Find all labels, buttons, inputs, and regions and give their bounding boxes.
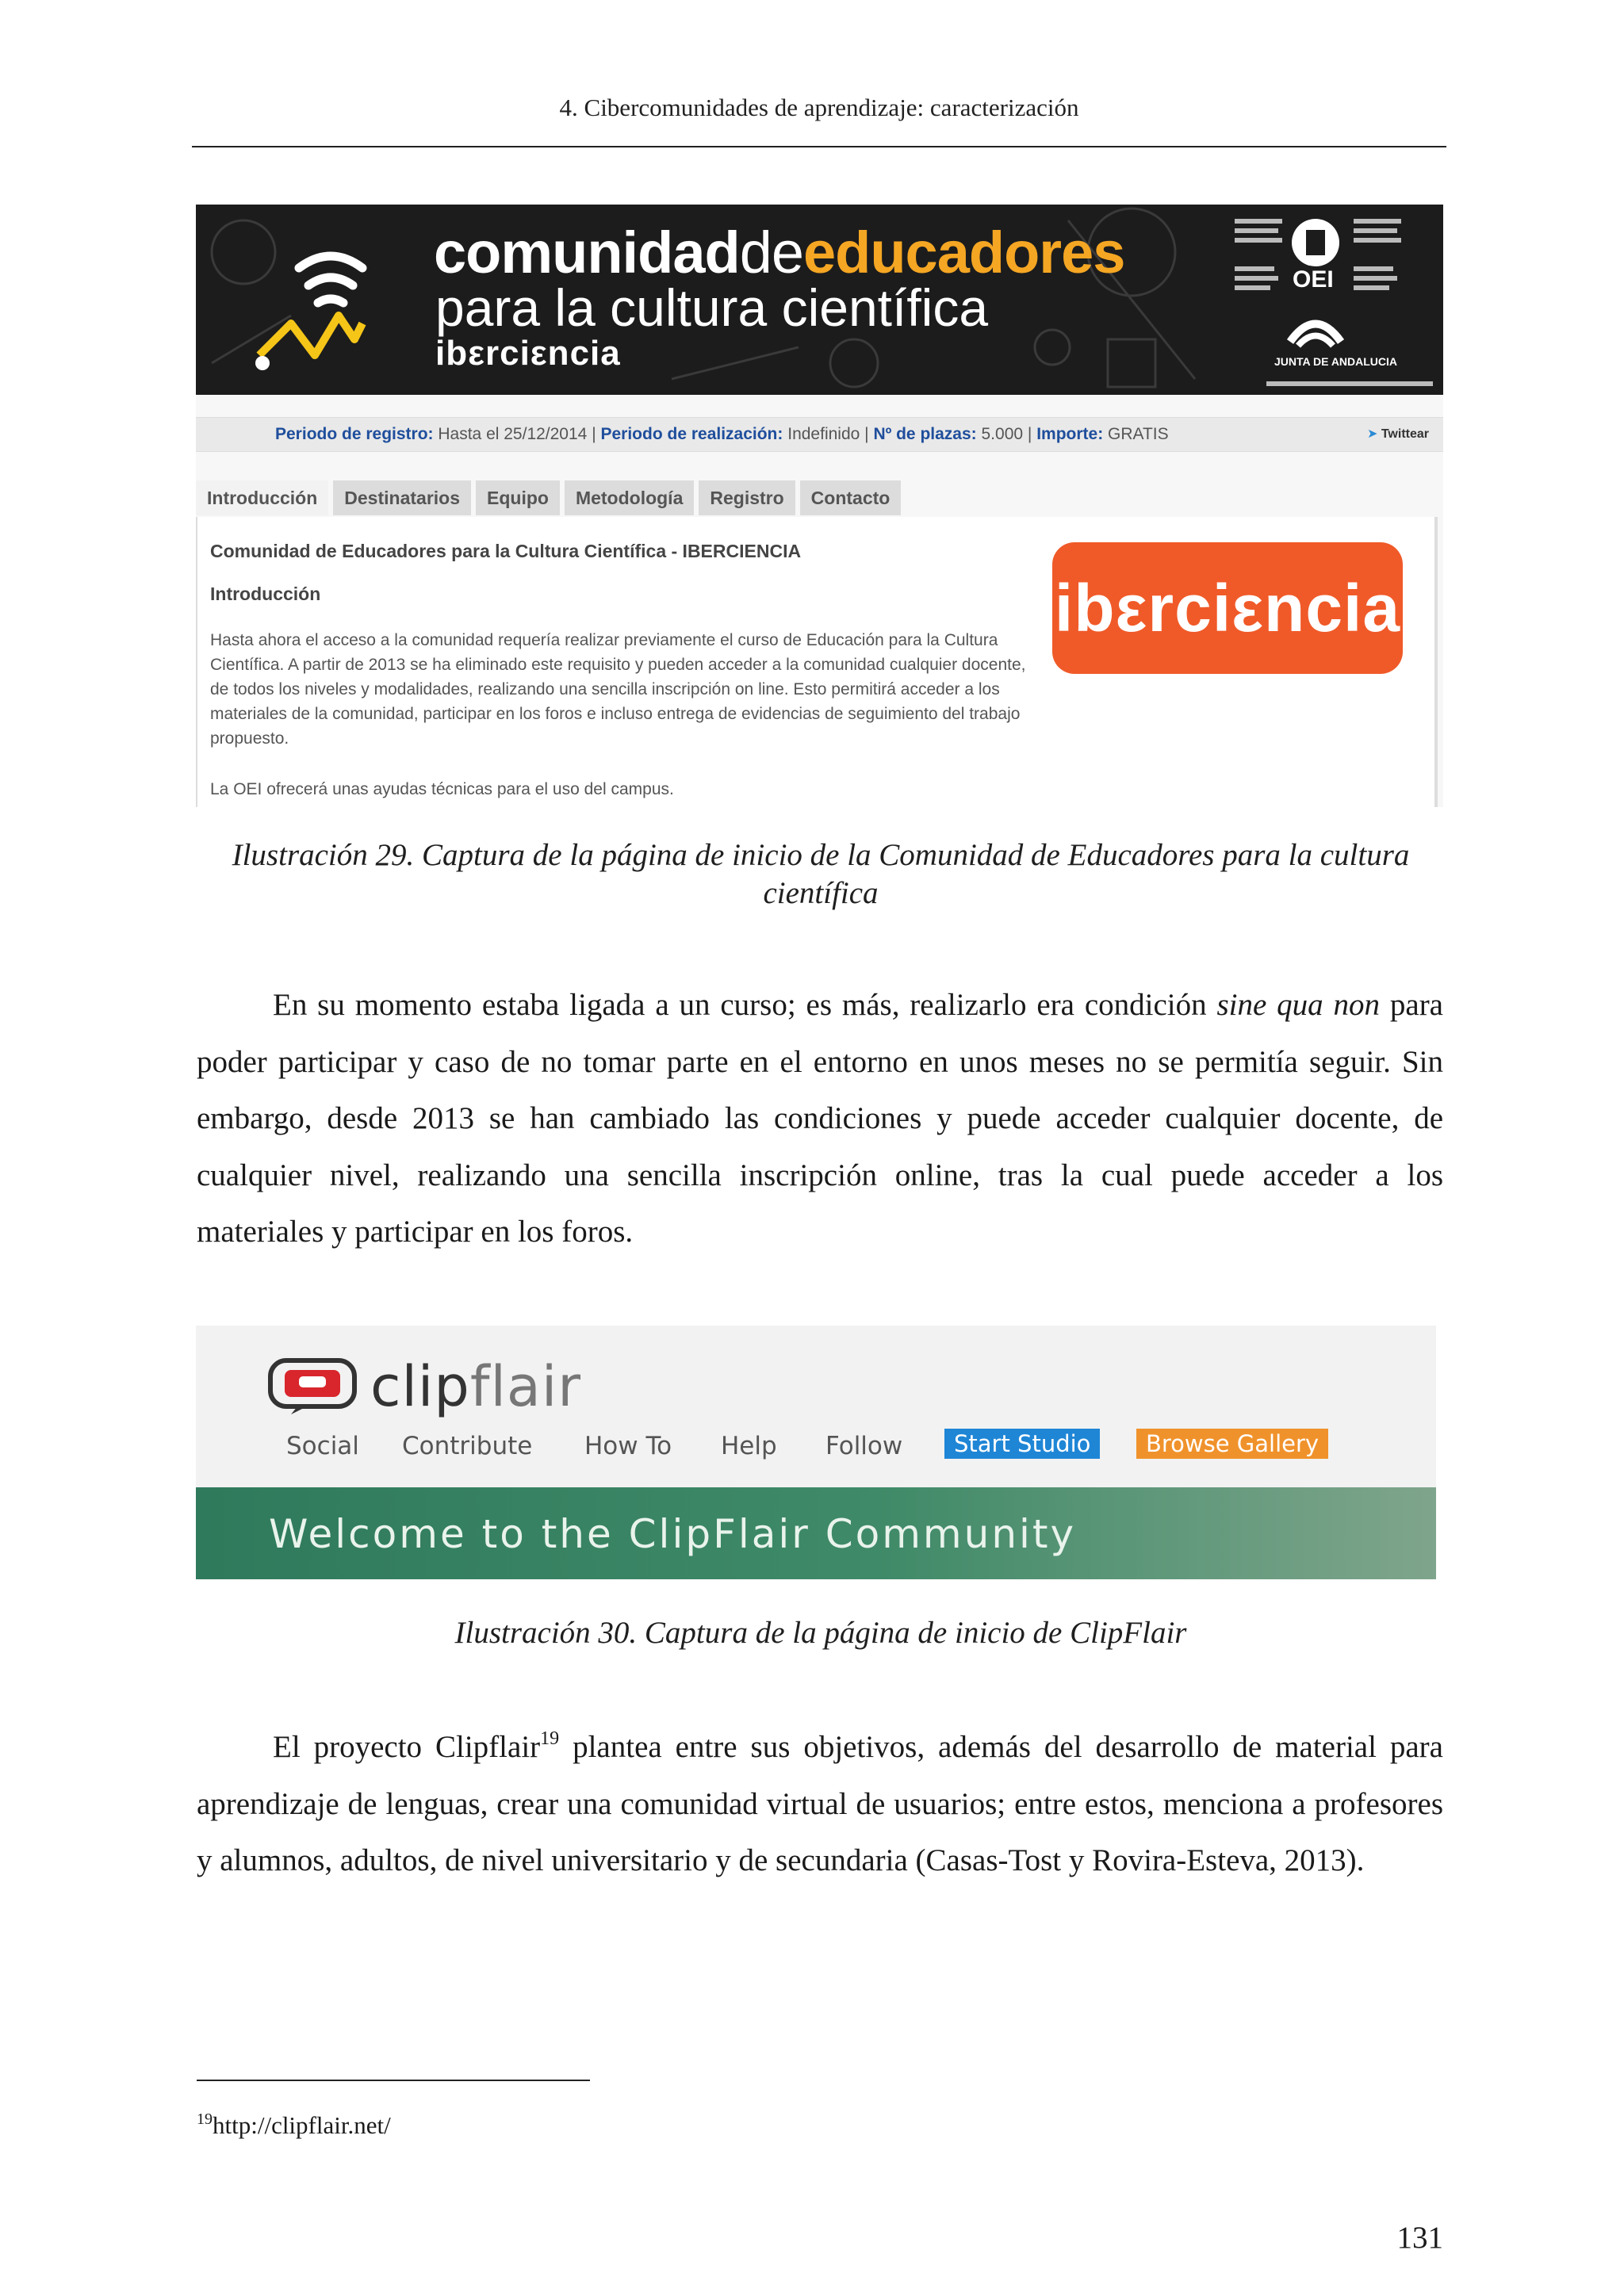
reg-label: Periodo de registro: (275, 425, 434, 443)
iberciencia-banner (196, 205, 1443, 395)
tab-bar (196, 480, 906, 517)
real-value: Indefinido (787, 425, 860, 443)
plazas-value: 5.000 (981, 425, 1024, 443)
paragraph-2: El proyecto Clipflair$^{19}$ plantea entre sus objetivos, además del desarrollo de material para aprendizaje de lenguas, crear una comunidad virtual de usuarios; entre estos, menciona a profesores y alumnos, adultos, de nivel universitario y de secundaria (Casas-Tost y Rovira-Esteva, 2013). (197, 1728, 1443, 1877)
junta-logo-text: JUNTA DE ANDALUCIA (1274, 355, 1398, 368)
figure-29-caption: Ilustración 29. Captura de la página de inicio de la Comunidad de Educadores para la cultura científica (232, 838, 1410, 910)
nav-follow[interactable]: Follow (825, 1432, 903, 1460)
footnote-link[interactable]: http://clipflair.net/ (213, 2111, 391, 2139)
wifi-graph-logo-icon (243, 236, 394, 379)
nav-social[interactable]: Social (286, 1432, 359, 1460)
tab-destinatarios[interactable]: Destinatarios (333, 480, 471, 515)
figure-clipflair-screenshot (196, 1326, 1436, 1579)
twitter-button[interactable]: ➤ Twittear (1366, 427, 1429, 441)
banner-title: comunidaddeeducadores (434, 220, 1125, 285)
panel-paragraph: Hasta ahora el acceso a la comunidad requería realizar previamente el curso de Educación para la Cultura Científica. A partir de 2013 se ha eliminado este requisito y pueden acceder a la comunidad cualquier docente, de todos los niveles y modalidades, realizando una sencilla inscripción on line. Esto permitirá acceder a los materiales de la comunidad, participar en los foros e incluso entrega de evidencias de seguimiento del trabajo propuesto. (210, 631, 1026, 748)
nav-help[interactable]: Help (721, 1432, 777, 1460)
importe-label: Importe: (1036, 425, 1104, 443)
panel-heading: Comunidad de Educadores para la Cultura Científica - IBERCIENCIA (210, 541, 802, 561)
clipflair-logo-text: clipflair (370, 1354, 582, 1419)
banner-subtitle: para la cultura científica (435, 278, 989, 337)
paragraph-1: En su momento estaba ligada a un curso; es más, realizarlo era condición sine qua non para poder participar y caso de no tomar parte en el entorno en unos meses no se permitía seguir. Sin embargo, desde 2013 se han cambiado las condiciones y puede acceder cualquier docente, de cualquier nivel, realizando una sencilla inscripción online, tras la cual puede acceder a los materiales y participar en los foros. (197, 988, 1443, 1249)
course-info-bar: Periodo de registro: Hasta el 25/12/2014 | Periodo de realización: Indefinido | Nº de plazas: 5.000 | Importe: GRATIS ➤ Twittear (196, 417, 1443, 452)
start-studio-button[interactable]: Start Studio (944, 1429, 1100, 1459)
tab-equipo[interactable]: Equipo (476, 480, 560, 515)
panel-paragraph-2: La OEI ofrecerá unas ayudas técnicas para el uso del campus. (210, 780, 674, 798)
running-header: 4. Cibercomunidades de aprendizaje: caracterización (559, 94, 1079, 121)
footnote: $^{19}$http://clipflair.net/ (197, 2110, 391, 2139)
importe-value: GRATIS (1108, 425, 1169, 443)
tab-introduccion[interactable]: Introducción (196, 480, 328, 515)
iberciencia-logo: ibεrciεncia (1052, 542, 1403, 674)
twitter-bird-icon: ➤ (1366, 427, 1378, 441)
clipflair-header (196, 1326, 1436, 1487)
nav-how-to[interactable]: How To (584, 1432, 672, 1460)
panel-subheading: Introducción (210, 584, 321, 604)
tab-registro[interactable]: Registro (699, 480, 795, 515)
page-number: 131 (1396, 2221, 1443, 2255)
clipflair-logo-icon (266, 1356, 359, 1416)
tab-metodologia[interactable]: Metodología (565, 480, 694, 515)
footnote-rule (197, 2080, 590, 2081)
welcome-banner (196, 1487, 1436, 1579)
footnote-ref: 19 (540, 1728, 560, 1749)
header-rule (192, 146, 1446, 147)
browse-gallery-button[interactable]: Browse Gallery (1136, 1429, 1328, 1459)
real-label: Periodo de realización: (600, 425, 783, 443)
figure-30-caption: Ilustración 30. Captura de la página de inicio de ClipFlair (454, 1616, 1187, 1650)
welcome-text: Welcome to the ClipFlair Community (269, 1511, 1077, 1557)
oei-logo-text: OEI (1293, 266, 1334, 293)
plazas-label: Nº de plazas: (873, 425, 977, 443)
reg-value: Hasta el 25/12/2014 (438, 425, 588, 443)
banner-brand: ibεrciεncia (435, 334, 621, 373)
figure-iberciencia-screenshot (196, 205, 1443, 807)
nav-contribute[interactable]: Contribute (402, 1432, 533, 1460)
tab-contacto[interactable]: Contacto (800, 480, 902, 515)
